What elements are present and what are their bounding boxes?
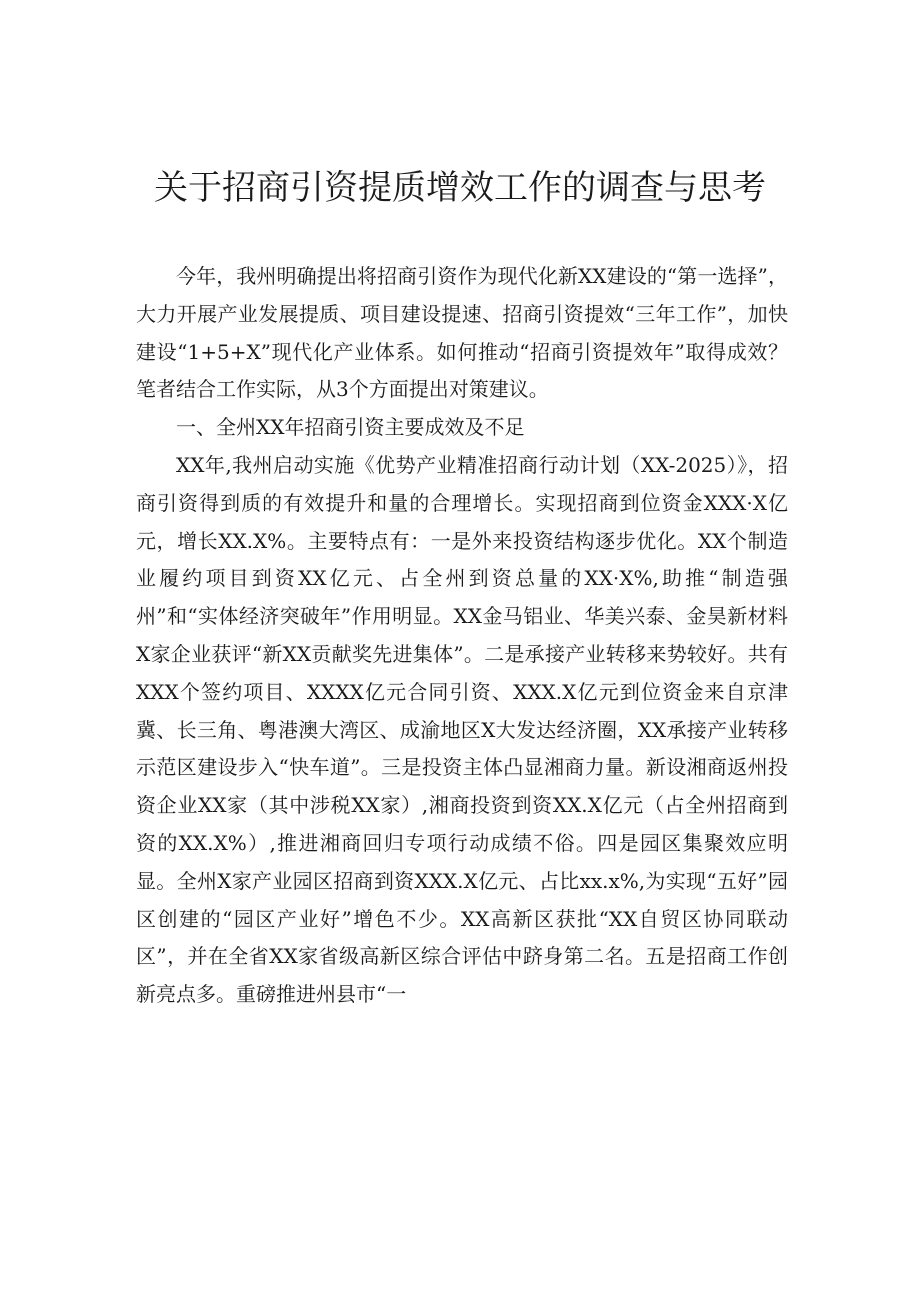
- paragraph-achievements: XX年,我州启动实施《优势产业精准招商行动计划（XX-2025）》，招商引资得到质的有效提升和量的合理增长。实现招商到位资金XXX·X亿元，增长XX.X%。主要特点有：一是外来投资结构逐步优化。XX个制造业履约项目到资XX亿元、占全州到资总量的XX·X%,助推“制造强州”和“实体经济突破年”作用明显。XX金马铝业、华美兴泰、金昊新材料X家企业获评“新XX贡献奖先进集体”。二是承接产业转移来势较好。共有XXX个签约项目、XXXX亿元合同引资、XXX.X亿元到位资金来自京津冀、长三角、粤港澳大湾区、成渝地区X大发达经济圈，XX承接产业转移示范区建设步入“快车道”。三是投资主体凸显湘商力量。新设湘商返州投资企业XX家（其中涉税XX家）,湘商投资到资XX.X亿元（占全州招商到资的XX.X%）,推进湘商回归专项行动成绩不俗。四是园区集聚效应明显。全州X家产业园区招商到资XXX.X亿元、占比xx.x%,为实现“五好”园区创建的“园区产业好”增色不少。XX高新区获批“XX自贸区协同联动区”，并在全省XX家省级高新区综合评估中跻身第二名。五是招商工作创新亮点多。重磅推进州县市“一: [136, 452, 788, 1007]
- document-body: [136, 258, 788, 1014]
- document-title: 关于招商引资提质增效工作的调查与思考: [154, 168, 766, 208]
- section-heading-1: 一、全州XX年招商引资主要成效及不足: [176, 415, 525, 440]
- paragraph-intro: 今年，我州明确提出将招商引资作为现代化新XX建设的“第一选择”，大力开展产业发展提质、项目建设提速、招商引资提效“三年工作”，加快建设“1+5+X”现代化产业体系。如何推动“招商引资提效年”取得成效？笔者结合工作实际，从3个方面提出对策建议。: [136, 264, 788, 402]
